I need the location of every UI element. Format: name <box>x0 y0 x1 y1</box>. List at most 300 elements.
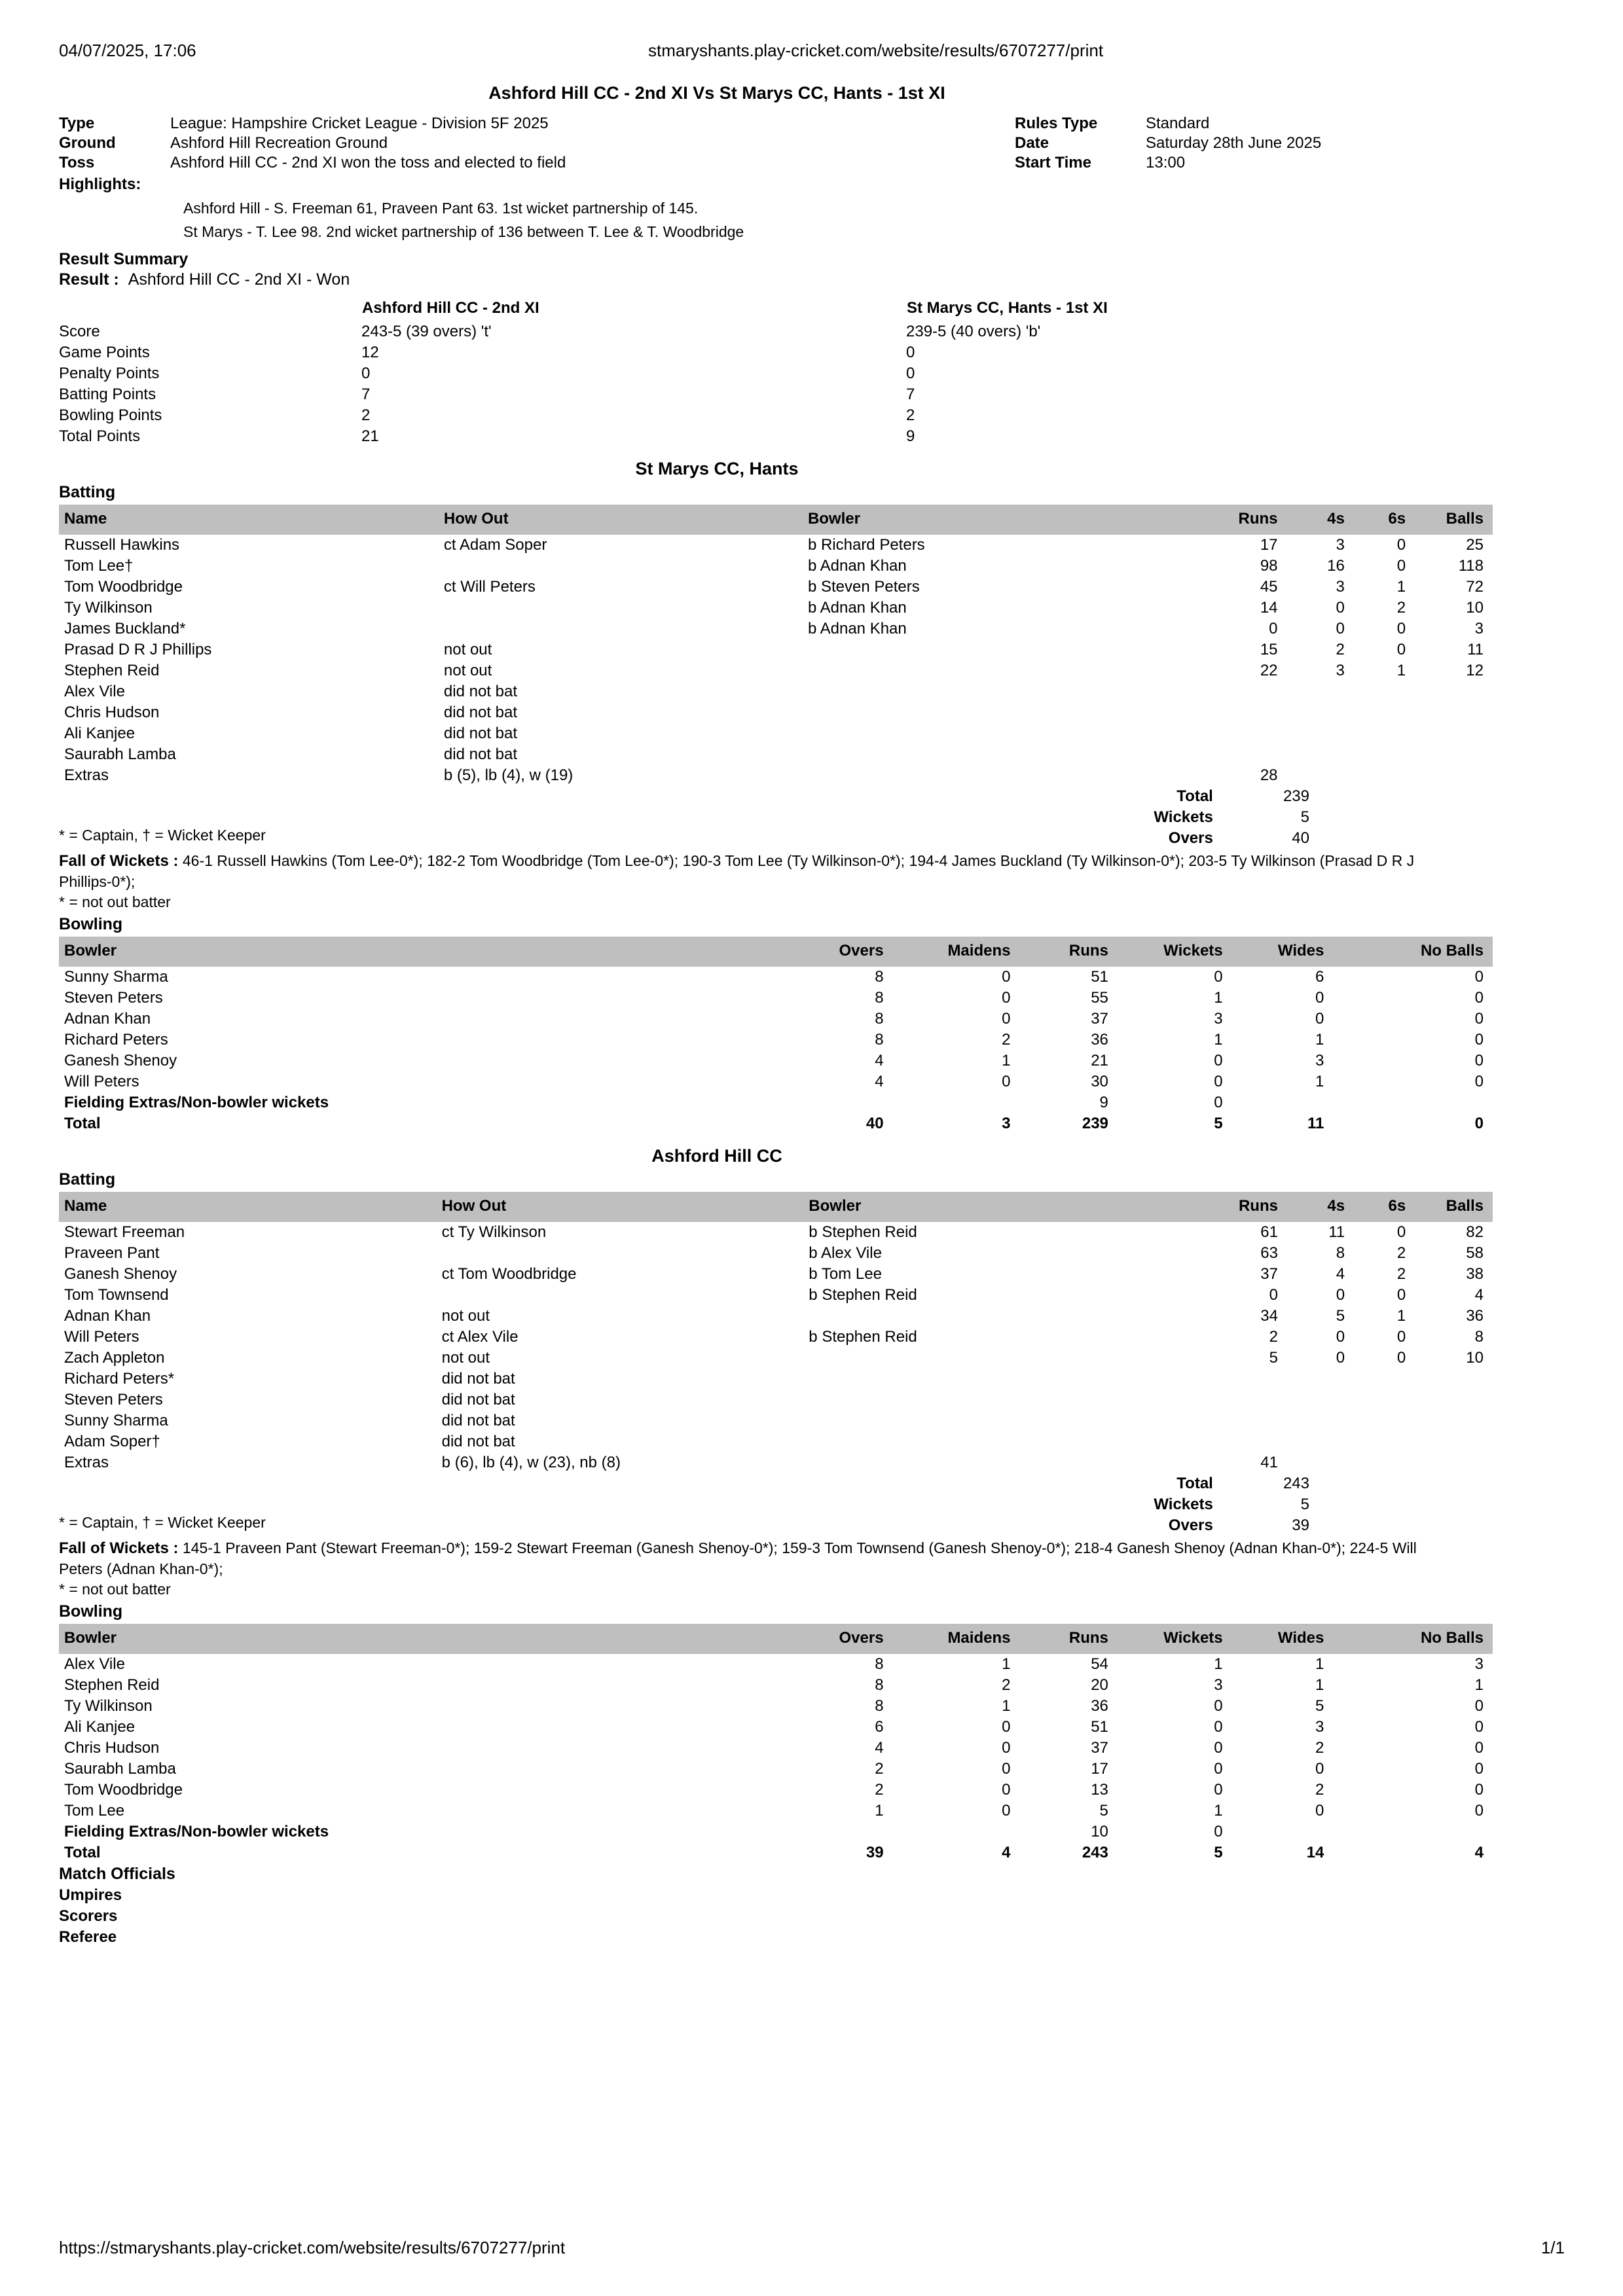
batting-cell-balls <box>1415 723 1493 744</box>
batting-cell-runs: 22 <box>1260 662 1278 679</box>
bowling-cell-overs: 4 <box>875 1738 884 1757</box>
fielding-extras-runs: 9 <box>1099 1093 1108 1111</box>
batting-cell-name: Zach Appleton <box>64 1348 165 1367</box>
batting-cell-bowler: b Adnan Khan <box>807 599 907 617</box>
batting-cell-bowler <box>803 1452 1203 1473</box>
bowling-total-wides: 11 <box>1307 1114 1324 1132</box>
bowling-cell-overs: 2 <box>875 1759 884 1778</box>
batting-cell-fours: 3 <box>1336 662 1345 679</box>
batting-header-how-out: How Out <box>439 505 803 535</box>
batting-cell-balls: 58 <box>1466 1244 1484 1262</box>
bowling-total-row <box>59 1842 1493 1863</box>
batting-cell-sixes <box>1354 681 1415 702</box>
batting-header-bowler: Bowler <box>803 505 1203 535</box>
batting-cell-balls: 11 <box>1467 641 1484 658</box>
result-label: Result : <box>59 270 119 289</box>
bowling-total-overs: 40 <box>866 1114 884 1132</box>
bowling-cell-wickets: 0 <box>1214 1780 1223 1799</box>
batting-header-how-out: How Out <box>437 1192 804 1222</box>
innings-1-batting-title: Batting <box>59 483 116 501</box>
bowling-cell-name: Stephen Reid <box>64 1676 160 1694</box>
batting-cell-how-out: not out <box>441 1348 490 1367</box>
batting-row <box>59 1390 1493 1410</box>
batting-cell-name: Richard Peters* <box>64 1369 175 1388</box>
batting-cell-bowler <box>803 681 1203 702</box>
batting-row <box>59 1222 1493 1243</box>
batting-cell-balls: 10 <box>1466 599 1484 617</box>
batting-cell-runs: 61 <box>1260 1223 1278 1241</box>
bowling-cell-wickets: 3 <box>1214 1676 1223 1694</box>
points-row-home: 243-5 (39 overs) 't' <box>361 323 492 340</box>
batting-cell-fours: 0 <box>1336 1327 1345 1346</box>
batting-cell-sixes <box>1354 1431 1415 1452</box>
batting-cell-fours: 5 <box>1336 1306 1345 1325</box>
meta-label-date: Date <box>1015 134 1049 152</box>
batting-row <box>59 1285 1493 1306</box>
bowling-cell-maidens: 0 <box>1002 1717 1011 1736</box>
batting-cell-balls <box>1415 1390 1493 1410</box>
innings-2-bowling-title: Bowling <box>59 1602 123 1621</box>
batting-cell-fours <box>1287 681 1354 702</box>
batting-cell-balls: 72 <box>1466 578 1484 596</box>
batting-row <box>59 1452 1493 1473</box>
fielding-extras-wides <box>1232 1092 1334 1113</box>
batting-cell-name: Stephen Reid <box>64 662 160 679</box>
batting-row <box>59 1410 1493 1431</box>
batting-cell-fours: 0 <box>1336 620 1345 637</box>
innings-2-fall-of-wickets <box>59 1537 1453 1580</box>
innings-1-team-heading: St Marys CC, Hants <box>635 459 799 478</box>
points-row <box>59 426 1434 447</box>
bowling-total-label: Total <box>64 1843 101 1861</box>
innings-1-totals <box>1034 786 1309 849</box>
innings-2-bowling-body <box>59 1654 1493 1863</box>
bowling-cell-name: Saurabh Lamba <box>64 1759 176 1778</box>
batting-cell-name: Russell Hawkins <box>64 536 180 554</box>
batting-cell-fours: 4 <box>1336 1265 1345 1283</box>
batting-header-sixes: 6s <box>1354 505 1415 535</box>
batting-cell-fours <box>1287 744 1354 765</box>
batting-cell-bowler <box>803 660 1203 681</box>
batting-cell-bowler <box>803 1306 1203 1327</box>
points-row-label: Penalty Points <box>59 365 160 382</box>
bowling-cell-name: Sunny Sharma <box>64 967 168 986</box>
meta-row-type <box>59 114 1499 134</box>
batting-cell-bowler: b Alex Vile <box>809 1244 882 1262</box>
officials-umpires-label: Umpires <box>59 1886 122 1904</box>
batting-row <box>59 1243 1493 1264</box>
bowling-cell-runs: 37 <box>1091 1009 1108 1028</box>
bowling-cell-no-balls: 0 <box>1474 967 1484 986</box>
batting-cell-fours <box>1287 1390 1354 1410</box>
bowling-cell-overs: 8 <box>875 1030 884 1049</box>
points-row-label: Total Points <box>59 427 141 445</box>
points-body <box>59 321 1434 447</box>
innings-2-team-heading: Ashford Hill CC <box>651 1145 782 1166</box>
wickets-row <box>1034 1494 1309 1515</box>
batting-cell-how-out: ct Adam Soper <box>443 536 547 554</box>
batting-cell-runs <box>1203 702 1286 723</box>
batting-cell-sixes: 0 <box>1396 1348 1406 1367</box>
batting-cell-how-out: did not bat <box>443 683 517 700</box>
batting-cell-how-out: ct Tom Woodbridge <box>441 1265 577 1283</box>
batting-cell-how-out: ct Ty Wilkinson <box>441 1223 547 1241</box>
points-header-away: St Marys CC, Hants - 1st XI <box>907 299 1108 317</box>
bowling-cell-no-balls: 0 <box>1474 1696 1484 1715</box>
batting-cell-runs <box>1203 1431 1287 1452</box>
bowling-header-maidens: Maidens <box>893 1624 1020 1654</box>
batting-row <box>59 1306 1493 1327</box>
batting-cell-runs <box>1203 1369 1287 1390</box>
points-row-label: Bowling Points <box>59 406 162 424</box>
bowling-cell-wides: 3 <box>1315 1051 1324 1069</box>
bowling-cell-runs: 30 <box>1091 1072 1108 1090</box>
fow-label: Fall of Wickets : <box>59 1539 179 1557</box>
print-header <box>59 41 1565 61</box>
batting-cell-bowler: b Steven Peters <box>807 578 920 596</box>
batting-cell-fours: 0 <box>1336 1348 1345 1367</box>
fielding-extras-row <box>59 1092 1493 1113</box>
bowling-cell-runs: 13 <box>1091 1780 1108 1799</box>
bowling-cell-wides: 0 <box>1315 988 1324 1007</box>
batting-cell-bowler: b Adnan Khan <box>807 620 907 637</box>
batting-cell-fours: 3 <box>1336 536 1345 554</box>
bowling-cell-wides: 2 <box>1315 1738 1324 1757</box>
batting-row <box>59 619 1493 639</box>
bowling-cell-maidens: 0 <box>1002 988 1011 1007</box>
batting-cell-name: Sunny Sharma <box>64 1411 168 1429</box>
bowling-cell-overs: 2 <box>875 1780 884 1799</box>
bowling-cell-no-balls: 0 <box>1474 1801 1484 1820</box>
bowling-cell-maidens: 1 <box>1002 1655 1011 1673</box>
bowling-cell-no-balls: 3 <box>1474 1655 1484 1673</box>
batting-header-runs: Runs <box>1203 505 1286 535</box>
innings-2-batting-title: Batting <box>59 1170 116 1189</box>
points-row <box>59 342 1434 363</box>
batting-cell-how-out: not out <box>443 641 492 658</box>
bowling-row <box>59 1050 1493 1071</box>
batting-cell-how-out: did not bat <box>441 1411 515 1429</box>
batting-cell-bowler: b Richard Peters <box>807 536 925 554</box>
bowling-cell-wickets: 0 <box>1214 1717 1223 1736</box>
fielding-extras-row <box>59 1821 1493 1842</box>
bowling-header-row <box>59 937 1493 967</box>
meta-value-rules-type: Standard <box>1146 115 1210 132</box>
batting-header-name: Name <box>59 505 439 535</box>
innings-2-totals <box>1034 1473 1309 1536</box>
wickets-value: 5 <box>1300 808 1309 826</box>
batting-row <box>59 639 1493 660</box>
batting-cell-fours <box>1287 765 1354 786</box>
batting-cell-bowler <box>803 723 1203 744</box>
bowling-total-overs: 39 <box>866 1843 884 1861</box>
batting-cell-bowler <box>803 1390 1203 1410</box>
wickets-row <box>1034 807 1309 828</box>
bowling-cell-wickets: 0 <box>1214 1738 1223 1757</box>
batting-cell-balls: 10 <box>1466 1348 1484 1367</box>
batting-header-runs: Runs <box>1203 1192 1287 1222</box>
batting-cell-name: James Buckland* <box>64 620 186 637</box>
bowling-cell-name: Alex Vile <box>64 1655 125 1673</box>
bowling-header-overs: Overs <box>786 937 893 967</box>
batting-cell-bowler: b Stephen Reid <box>809 1327 917 1346</box>
innings-1-legend-notout: * = not out batter <box>59 893 171 910</box>
fielding-extras-label: Fielding Extras/Non-bowler wickets <box>64 1093 329 1111</box>
bowling-header-wides: Wides <box>1232 937 1334 967</box>
points-row-away: 239-5 (40 overs) 'b' <box>906 323 1041 340</box>
fielding-extras-no-balls <box>1333 1092 1493 1113</box>
result-summary-heading: Result Summary <box>59 250 189 268</box>
bowling-cell-maidens: 0 <box>1002 1759 1011 1778</box>
bowling-total-wickets: 5 <box>1214 1843 1223 1861</box>
batting-cell-bowler: b Stephen Reid <box>809 1223 917 1241</box>
bowling-total-row <box>59 1113 1493 1134</box>
bowling-row <box>59 988 1493 1009</box>
bowling-row <box>59 1675 1493 1696</box>
bowling-header-runs: Runs <box>1019 937 1117 967</box>
batting-cell-how-out <box>439 556 803 577</box>
meta-label-type: Type <box>59 115 95 132</box>
batting-cell-sixes <box>1354 1452 1415 1473</box>
batting-cell-runs: 17 <box>1260 536 1278 554</box>
bowling-header-wickets: Wickets <box>1118 1624 1232 1654</box>
bowling-cell-no-balls: 0 <box>1474 1738 1484 1757</box>
batting-cell-runs: 15 <box>1260 641 1278 658</box>
batting-cell-balls: 118 <box>1458 557 1484 575</box>
fow-value: 46-1 Russell Hawkins (Tom Lee-0*); 182-2 Tom Woodbridge (Tom Lee-0*); 190-3 Tom Lee (Ty Wilkinson-0*); 194-4 James Buckland (Ty Wilkinson-0*); 203-5 Ty Wilkinson (Prasad D R J Phillips-0*); <box>59 852 1415 891</box>
result-line <box>59 270 1565 289</box>
batting-cell-sixes: 0 <box>1396 557 1406 575</box>
batting-cell-fours: 0 <box>1336 1285 1345 1304</box>
batting-cell-name: Tom Townsend <box>64 1285 169 1304</box>
bowling-cell-runs: 37 <box>1091 1738 1108 1757</box>
batting-cell-sixes: 0 <box>1396 1327 1406 1346</box>
batting-cell-how-out: b (5), lb (4), w (19) <box>443 766 574 784</box>
batting-cell-fours <box>1287 1452 1354 1473</box>
points-header-row <box>59 298 1434 321</box>
batting-cell-sixes: 0 <box>1396 620 1406 637</box>
points-row-label: Game Points <box>59 344 150 361</box>
bowling-row <box>59 1780 1493 1801</box>
batting-cell-how-out <box>437 1243 804 1264</box>
batting-cell-runs: 45 <box>1260 578 1278 596</box>
meta-label-start-time: Start Time <box>1015 154 1091 171</box>
batting-cell-sixes: 1 <box>1396 662 1406 679</box>
bowling-total-runs: 239 <box>1082 1114 1108 1132</box>
bowling-header-maidens: Maidens <box>893 937 1020 967</box>
bowling-header-wides: Wides <box>1232 1624 1334 1654</box>
batting-cell-how-out: b (6), lb (4), w (23), nb (8) <box>441 1453 621 1471</box>
print-timestamp: 04/07/2025, 17:06 <box>59 41 196 60</box>
batting-cell-runs: 28 <box>1260 766 1278 784</box>
bowling-cell-wickets: 0 <box>1214 967 1223 986</box>
bowling-cell-overs: 8 <box>875 967 884 986</box>
points-row-away: 2 <box>906 406 915 424</box>
meta-value-ground: Ashford Hill Recreation Ground <box>170 134 388 152</box>
meta-row-toss <box>59 153 1499 173</box>
batting-cell-how-out: did not bat <box>443 704 517 721</box>
batting-cell-fours <box>1287 723 1354 744</box>
wickets-value: 5 <box>1300 1495 1309 1513</box>
batting-cell-fours <box>1287 1431 1354 1452</box>
points-row-home: 7 <box>361 386 371 403</box>
batting-cell-balls <box>1415 681 1493 702</box>
bowling-cell-runs: 55 <box>1091 988 1108 1007</box>
batting-cell-fours: 3 <box>1336 578 1345 596</box>
bowling-total-maidens: 4 <box>1002 1843 1011 1861</box>
batting-cell-sixes: 0 <box>1396 641 1406 658</box>
bowling-cell-name: Steven Peters <box>64 988 163 1007</box>
batting-cell-sixes <box>1354 1390 1415 1410</box>
bowling-total-no-balls: 4 <box>1474 1843 1484 1861</box>
bowling-row <box>59 1801 1493 1821</box>
bowling-cell-maidens: 0 <box>1002 1009 1011 1028</box>
bowling-header-runs: Runs <box>1019 1624 1117 1654</box>
bowling-cell-wickets: 0 <box>1214 1051 1223 1069</box>
points-table <box>59 298 1434 447</box>
batting-cell-sixes <box>1354 702 1415 723</box>
batting-cell-runs: 2 <box>1269 1327 1278 1346</box>
batting-cell-name: Prasad D R J Phillips <box>64 641 212 658</box>
bowling-cell-overs: 8 <box>875 988 884 1007</box>
bowling-total-no-balls: 0 <box>1474 1114 1484 1132</box>
meta-value-toss: Ashford Hill CC - 2nd XI won the toss and elected to field <box>170 154 566 171</box>
points-row-home: 0 <box>361 365 371 382</box>
batting-cell-runs: 0 <box>1269 1285 1278 1304</box>
bowling-row <box>59 1717 1493 1738</box>
bowling-row <box>59 967 1493 988</box>
meta-value-start-time: 13:00 <box>1146 154 1186 171</box>
batting-cell-how-out <box>439 598 803 619</box>
batting-cell-runs: 41 <box>1260 1453 1278 1471</box>
bowling-cell-overs: 8 <box>875 1655 884 1673</box>
batting-cell-how-out: ct Will Peters <box>443 578 536 596</box>
batting-row <box>59 681 1493 702</box>
bowling-cell-maidens: 2 <box>1002 1030 1011 1049</box>
bowling-row <box>59 1759 1493 1780</box>
bowling-cell-no-balls: 0 <box>1474 1051 1484 1069</box>
batting-cell-sixes: 0 <box>1396 1285 1406 1304</box>
points-row <box>59 363 1434 384</box>
bowling-cell-no-balls: 1 <box>1474 1676 1484 1694</box>
bowling-total-maidens: 3 <box>1002 1114 1011 1132</box>
batting-cell-balls: 82 <box>1466 1223 1484 1241</box>
bowling-cell-runs: 51 <box>1091 1717 1108 1736</box>
overs-row <box>1034 1515 1309 1536</box>
bowling-cell-wides: 0 <box>1315 1759 1324 1778</box>
batting-cell-name: Tom Woodbridge <box>64 578 183 596</box>
batting-cell-sixes: 0 <box>1396 536 1406 554</box>
innings-1-legend-captain: * = Captain, † = Wicket Keeper <box>59 827 266 844</box>
meta-label-ground: Ground <box>59 134 116 152</box>
meta-row-ground <box>59 134 1499 153</box>
batting-cell-sixes: 1 <box>1396 1306 1406 1325</box>
batting-row <box>59 1369 1493 1390</box>
points-row-away: 9 <box>906 427 915 445</box>
bowling-cell-runs: 36 <box>1091 1696 1108 1715</box>
bowling-cell-wides: 2 <box>1315 1780 1324 1799</box>
bowling-cell-overs: 8 <box>875 1696 884 1715</box>
bowling-row <box>59 1654 1493 1675</box>
bowling-cell-overs: 1 <box>875 1801 884 1820</box>
batting-cell-name: Adnan Khan <box>64 1306 151 1325</box>
batting-cell-runs <box>1203 681 1286 702</box>
batting-cell-balls <box>1415 702 1493 723</box>
fielding-extras-label: Fielding Extras/Non-bowler wickets <box>64 1822 329 1840</box>
page-content <box>59 41 1565 1946</box>
batting-cell-name: Chris Hudson <box>64 704 160 721</box>
bowling-cell-runs: 36 <box>1091 1030 1108 1049</box>
batting-cell-how-out: did not bat <box>443 745 517 763</box>
batting-cell-name: Extras <box>64 766 109 784</box>
bowling-cell-runs: 51 <box>1091 967 1108 986</box>
bowling-cell-name: Will Peters <box>64 1072 139 1090</box>
batting-cell-runs: 14 <box>1260 599 1278 617</box>
bowling-cell-name: Adnan Khan <box>64 1009 151 1028</box>
bowling-row <box>59 1738 1493 1759</box>
bowling-cell-wides: 0 <box>1315 1009 1324 1028</box>
batting-cell-bowler <box>803 765 1203 786</box>
batting-cell-how-out: did not bat <box>443 725 517 742</box>
bowling-cell-name: Richard Peters <box>64 1030 168 1049</box>
batting-cell-runs <box>1203 1410 1287 1431</box>
bowling-cell-wides: 5 <box>1315 1696 1324 1715</box>
bowling-total-wickets: 5 <box>1214 1114 1223 1132</box>
batting-cell-bowler <box>803 702 1203 723</box>
print-footer <box>59 2238 1565 2258</box>
bowling-cell-maidens: 1 <box>1002 1051 1011 1069</box>
wickets-label: Wickets <box>1154 1495 1213 1513</box>
bowling-total-runs: 243 <box>1082 1843 1108 1861</box>
points-row-home: 12 <box>361 344 379 361</box>
meta-value-type: League: Hampshire Cricket League - Division 5F 2025 <box>170 115 549 132</box>
result-value: Ashford Hill CC - 2nd XI - Won <box>128 270 350 289</box>
batting-cell-fours <box>1287 702 1354 723</box>
batting-row <box>59 765 1493 786</box>
batting-cell-name: Alex Vile <box>64 683 125 700</box>
innings-1-batting-table <box>59 505 1493 786</box>
bowling-cell-wides: 6 <box>1315 967 1324 986</box>
points-row-label: Batting Points <box>59 386 156 403</box>
bowling-cell-maidens: 0 <box>1002 1072 1011 1090</box>
print-url: stmaryshants.play-cricket.com/website/results/6707277/print <box>648 41 1104 60</box>
bowling-header-row <box>59 1624 1493 1654</box>
points-row <box>59 384 1434 405</box>
batting-cell-runs <box>1203 723 1286 744</box>
fow-value: 145-1 Praveen Pant (Stewart Freeman-0*); 159-2 Stewart Freeman (Ganesh Shenoy-0*); 159-3 Tom Townsend (Ganesh Shenoy-0*); 218-4 Ganesh Shenoy (Adnan Khan-0*); 224-5 Will Peters (Adnan Khan-0*); <box>59 1539 1417 1577</box>
batting-cell-balls: 36 <box>1466 1306 1484 1325</box>
bowling-cell-wides: 1 <box>1315 1072 1324 1090</box>
bowling-cell-wides: 1 <box>1315 1655 1324 1673</box>
overs-label: Overs <box>1168 829 1213 847</box>
officials-referee-label: Referee <box>59 1928 117 1946</box>
batting-row <box>59 1348 1493 1369</box>
bowling-cell-no-balls: 0 <box>1474 988 1484 1007</box>
batting-cell-sixes <box>1354 1369 1415 1390</box>
batting-cell-runs: 34 <box>1260 1306 1278 1325</box>
batting-cell-sixes <box>1354 723 1415 744</box>
batting-header-sixes: 6s <box>1354 1192 1415 1222</box>
innings-2-legend-captain: * = Captain, † = Wicket Keeper <box>59 1513 266 1531</box>
total-label: Total <box>1176 1474 1213 1492</box>
bowling-row <box>59 1071 1493 1092</box>
overs-value: 40 <box>1292 829 1309 847</box>
batting-cell-bowler <box>803 1431 1203 1452</box>
batting-cell-name: Steven Peters <box>64 1390 163 1408</box>
batting-cell-balls <box>1415 1369 1493 1390</box>
fielding-extras-no-balls <box>1333 1821 1493 1842</box>
bowling-cell-overs: 8 <box>875 1676 884 1694</box>
